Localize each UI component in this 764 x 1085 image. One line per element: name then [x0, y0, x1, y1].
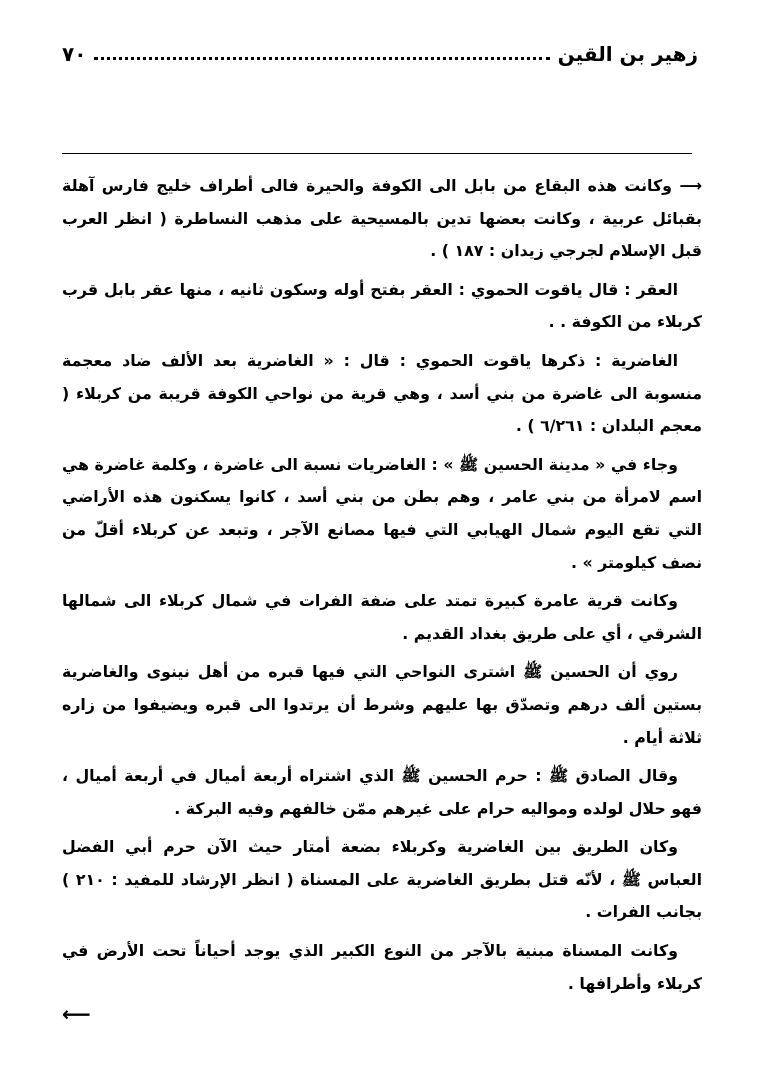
- footnote-paragraph: وقال الصادق ﷺ : حرم الحسين ﷺ الذي اشتراه أربعة أميال في أربعة أميال ، فهو حلال لولده ومواليه حرام على غيرهم ممّن خالفهم وفيه البركة .: [62, 766, 702, 818]
- footnote-paragraph: ⟶ وكانت هذه البقاع من بابل الى الكوفة والحيرة فالى أطراف خليج فارس آهلة بقبائل عربية ، وكانت بعضها تدين بالمسيحية على مذهب النساطرة ( انظر العرب قبل الإسلام لجرجي زيدان : ١٨٧ ) .: [62, 170, 702, 268]
- page-header: [62, 22, 698, 66]
- header-dot-leader: [94, 56, 549, 60]
- footnote-paragraph: وكان الطريق بين الغاضرية وكربلاء بضعة أمتار حيث الآن حرم أبي الفضل العباس ﷺ ، لأنّه قتل بطريق الغاضرية على المسناة ( انظر الإرشاد للمفيد : ٢١٠ ) بجانب الفرات .: [62, 837, 702, 922]
- page-number: ٧٠: [62, 42, 87, 66]
- footnote-paragraph: العقر : قال ياقوت الحموي : العقر بفتح أوله وسكون ثانيه ، منها عقر بابل قرب كربلاء من الكوفة . .: [62, 279, 702, 332]
- footnote-end-arrow-icon: ⟵: [62, 1002, 91, 1026]
- footnote-paragraph: روي أن الحسين ﷺ اشترى النواحي التي فيها قبره من أهل نينوى والغاضرية بستين ألف درهم وتصدّق بها عليهم وشرط أن يرتدوا الى قبره ويضيفوا من زاره ثلاثة أيام .: [62, 662, 702, 747]
- footnote-paragraph: وكانت قرية عامرة كبيرة تمتد على ضفة الفرات في شمال كربلاء الى شمالها الشرقي ، أي على طريق بغداد القديم .: [62, 591, 702, 643]
- footnote-paragraph: وكانت المسناة مبنية بالآجر من النوع الكبير الذي يوجد أحياناً تحت الأرض في كربلاء وأطرافها .: [62, 941, 702, 993]
- footnote-paragraph: الغاضرية : ذكرها ياقوت الحموي : قال : « الغاضرية بعد الألف ضاد معجمة منسوبة الى غاضرة من بني أسد ، وهي قرية من نواحي الكوفة قريبة من كربلاء ( معجم البلدان : ٦/٢٦١ ) .: [62, 350, 702, 436]
- footnote-start-arrow-icon: ⟶: [679, 176, 702, 195]
- footnote-paragraph: وجاء في « مدينة الحسين ﷺ » : الغاضريات نسبة الى غاضرة ، وكلمة غاضرة هي اسم لامرأة من بني عامر ، وهم بطن من بني أسد ، كانوا يسكنون هذه الأراضي التي تقع اليوم شمال الهيابي التي فيها مصانع الآجر ، وتبعد عن كربلاء أقلّ من نصف كيلومتر » .: [62, 454, 702, 572]
- running-title: زهير بن القين: [557, 42, 698, 66]
- footnote-divider: [62, 153, 692, 154]
- footnote-body: [62, 170, 702, 1006]
